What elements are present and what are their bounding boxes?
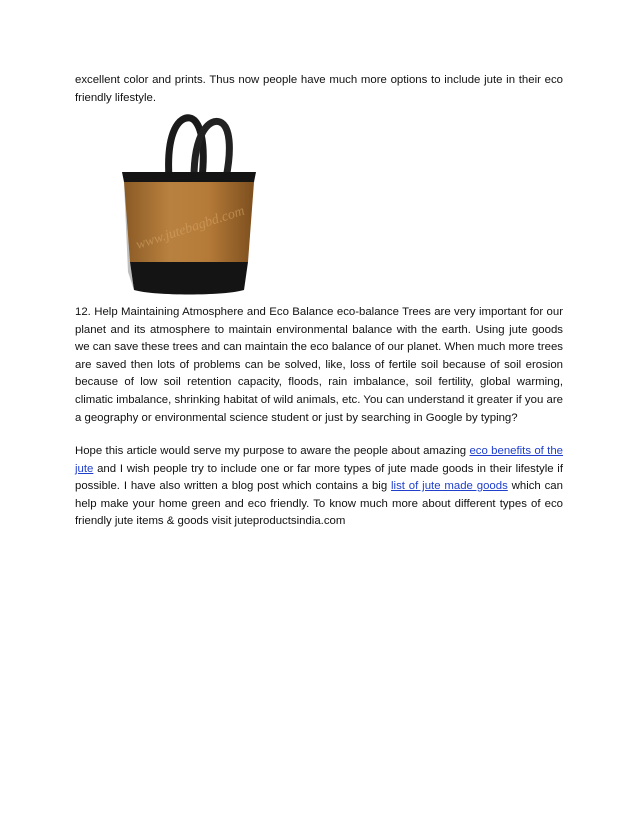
jute-bag-image — [114, 112, 264, 296]
point-12-paragraph: 12. Help Maintaining Atmosphere and Eco Balance eco-balance Trees are very important for our planet and its atmosphere to maintain environmental balance with the earth. Using jute goods we can save these trees and can maintain the eco balance of our planet. When much more trees are saved then lots of problems can be solved, like, loss of fertile soil because of soil erosion because of low soil retention capacity, floods, rain imbalance, soil fertility, global warming, climatic imbalance, shrinking habitat of wild animals, etc. You can understand it greater if you are a geography or environmental science student or just by searching in Google by typing? — [75, 306, 563, 424]
bag-watermark: www.jutebagbd.com — [134, 203, 247, 253]
jute-goods-list-link[interactable]: list of jute made goods — [391, 480, 508, 493]
closing-text-2: and I wish people try to include one or far more types of jute made goods in their lifestyle if possible. I have also written a blog post which contains a big — [75, 462, 563, 493]
bag-top-band — [122, 172, 256, 182]
intro-paragraph: excellent color and prints. Thus now people have much more options to include jute in their eco friendly lifestyle. — [75, 74, 563, 104]
closing-text-1: Hope this article would serve my purpose to aware the people about amazing — [75, 445, 470, 457]
eco-benefits-link[interactable]: eco benefits of the jute — [75, 445, 563, 475]
bag-bottom-panel — [130, 262, 248, 295]
closing-paragraph — [75, 443, 563, 531]
closing-text-3: which can help make your home green and eco friendly. To know much more about different types of eco friendly jute items & goods visit juteproductsindia.com — [75, 480, 563, 528]
